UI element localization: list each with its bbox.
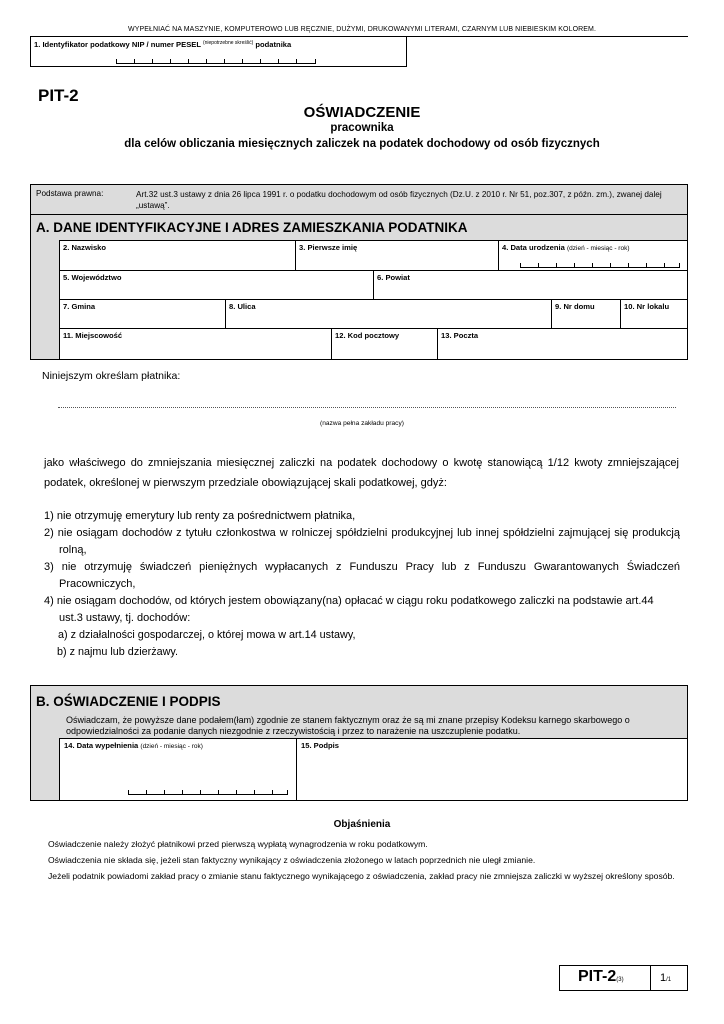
- legal-divider: [30, 214, 688, 215]
- birth-date-input[interactable]: [520, 263, 680, 268]
- explanation-1: Oświadczenie należy złożyć płatnikowi przed pierwszą wypłatą wynagrodzenia w roku podatkowym.: [48, 839, 428, 849]
- field-signature[interactable]: 15. Podpis: [301, 741, 339, 750]
- field1-label: 1. Identyfikator podatkowy NIP / numer PESEL $^{(niepotrzebne skreślić)}$ podatnika: [34, 40, 292, 49]
- explanations-title: Objaśnienia: [333, 819, 391, 830]
- condition-4: 4) nie osiągam dochodów, od których jestem obowiązany(na) opłacać w ciągu roku podatkowego zaliczki na podstawie art.44 ust.3 ustawy, tj. dochodów:: [44, 595, 654, 624]
- form-code: PIT-2: [38, 86, 79, 105]
- condition-2: 2) nie osiągam dochodów z tytułu członkostwa w rolniczej spółdzielni produkcyjnej lub innej spółdzielni zajmującej się produkcją rolną,: [44, 527, 680, 556]
- field-postal-code[interactable]: 12. Kod pocztowy: [335, 331, 400, 340]
- field-county[interactable]: 6. Powiat: [377, 273, 410, 282]
- form-subtitle-1: pracownika: [330, 122, 394, 134]
- field1-right-border: [406, 36, 407, 66]
- subcondition-a: a) z działalności gospodarczej, o której mowa w art.14 ustawy,: [58, 629, 356, 641]
- declaration-text: Oświadczam, że powyższe dane podałem(łam) zgodnie ze stanem faktycznym oraz że są mi znane przepisy Kodeksu karnego skarbowego o odpowiedzialności za podanie danych niezgodnie z rzeczywistością i przez to narażenie na uszczuplenie podatku.: [66, 715, 630, 736]
- payer-intro: Niniejszym określam płatnika:: [42, 370, 181, 382]
- nip-pesel-input[interactable]: [116, 59, 316, 64]
- field-city[interactable]: 11. Miejscowość: [63, 331, 123, 340]
- field-fill-date[interactable]: 14. Data wypełnienia (dzień - miesiąc - rok): [64, 741, 203, 750]
- field-surname[interactable]: 2. Nazwisko: [63, 243, 107, 252]
- field-apartment-number[interactable]: 10. Nr lokalu: [624, 302, 670, 311]
- form-title: OŚWIADCZENIE: [303, 104, 421, 121]
- page-number: 1/1: [660, 972, 672, 984]
- explanation-2: Oświadczenia nie składa się, jeżeli stan faktyczny wynikający z oświadczenia złożonego w latach poprzednich nie uległ zmianie.: [48, 855, 536, 865]
- payer-caption: (nazwa pełna zakładu pracy): [320, 420, 404, 427]
- field1-bottom-border: [30, 66, 407, 67]
- field1-left-border: [30, 36, 31, 66]
- condition-1: 1) nie otrzymuję emerytury lub renty za pośrednictwem płatnika,: [44, 510, 356, 522]
- field-street[interactable]: 8. Ulica: [229, 302, 256, 311]
- field-commune[interactable]: 7. Gmina: [63, 302, 96, 311]
- payer-name-input[interactable]: [58, 407, 676, 408]
- explanation-3: Jeżeli podatnik powiadomi zakład pracy o zmianie stanu faktycznego wynikającego z oświadczenia, zakład pracy nie zmniejsza zaliczki w wyższej określony sposób.: [48, 871, 675, 881]
- top-rule: [30, 36, 688, 37]
- field-post-office[interactable]: 13. Poczta: [441, 331, 479, 340]
- section-a-heading: A. DANE IDENTYFIKACYJNE I ADRES ZAMIESZKANIA PODATNIKA: [36, 220, 468, 235]
- section-b-heading: B. OŚWIADCZENIE I PODPIS: [36, 694, 221, 709]
- field-house-number[interactable]: 9. Nr domu: [555, 302, 595, 311]
- legal-basis-text: Art.32 ust.3 ustawy z dnia 26 lipca 1991 r. o podatku dochodowym od osób fizycznych (Dz.U. z 2010 r. Nr 51, poz.307, z późn. zm.), zwanej dalej „ustawą”.: [136, 190, 662, 210]
- footer-form-code: PIT-2(3): [578, 968, 624, 985]
- field-voivodeship[interactable]: 5. Województwo: [63, 273, 122, 282]
- field-birth-date[interactable]: 4. Data urodzenia (dzień - miesiąc - rok): [502, 243, 630, 252]
- statement-paragraph: jako właściwego do zmniejszania miesięcznej zaliczki na podatek dochodowy o kwotę stanowiącą 1/12 kwoty zmniejszającej podatek, określonej w pierwszym przedziale obowiązującej skali podatkowej, gdyż:: [44, 457, 679, 489]
- form-subtitle-2: dla celów obliczania miesięcznych zaliczek na podatek dochodowy od osób fizycznych: [124, 138, 600, 150]
- fill-date-input[interactable]: [128, 790, 288, 795]
- field-first-name[interactable]: 3. Pierwsze imię: [299, 243, 358, 252]
- subcondition-b: b) z najmu lub dzierżawy.: [57, 646, 179, 658]
- legal-basis-label: Podstawa prawna:: [36, 189, 104, 198]
- condition-3: 3) nie otrzymuję świadczeń pieniężnych wypłacanych z Funduszu Pracy lub z Funduszu Gwarantowanych Świadczeń Pracowniczych,: [44, 561, 680, 590]
- section-a-fields: [59, 240, 688, 360]
- top-instruction: WYPEŁNIAĆ NA MASZYNIE, KOMPUTEROWO LUB RĘCZNIE, DUŻYMI, DRUKOWANYMI LITERAMI, CZARNYM LUB NIEBIESKIM KOLOREM.: [127, 26, 597, 33]
